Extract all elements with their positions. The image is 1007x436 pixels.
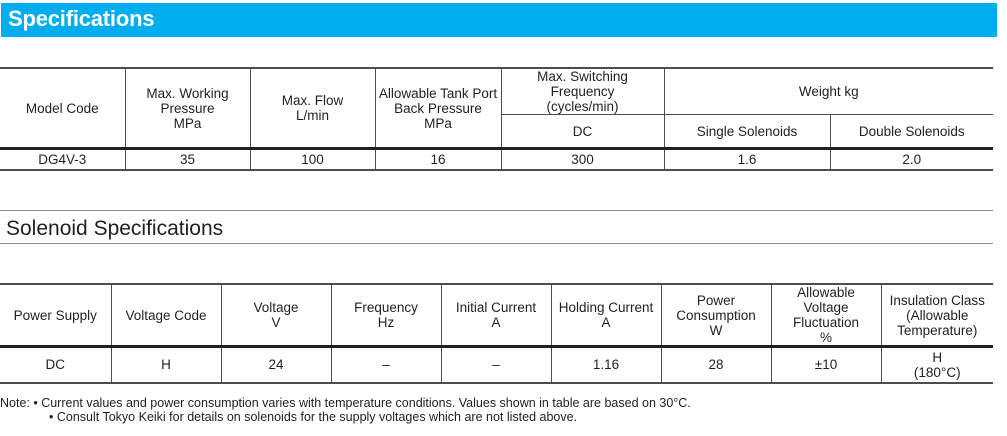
- table-row: [0, 347, 993, 383]
- header-initial-current: Initial Current A: [441, 284, 551, 347]
- cell-weight-single: 1.6: [664, 149, 830, 170]
- header-voltage-fluctuation: Allowable Voltage Fluctuation %: [771, 284, 881, 347]
- cell-model-code: DG4V-3: [0, 149, 125, 170]
- notes: [0, 396, 691, 424]
- cell-frequency: –: [331, 347, 441, 383]
- section-title-solenoid: Solenoid Specifications: [6, 217, 224, 240]
- specifications-banner: [1, 3, 997, 37]
- cell-tank-port-back-pressure: 16: [375, 149, 501, 170]
- header-insulation-class: Insulation Class (Allowable Temperature): [881, 284, 993, 347]
- cell-initial-current: –: [441, 347, 551, 383]
- header-voltage: Voltage V: [221, 284, 331, 347]
- cell-holding-current: 1.16: [551, 347, 661, 383]
- cell-power-supply: DC: [0, 347, 111, 383]
- table-row: [0, 149, 993, 170]
- cell-voltage: 24: [221, 347, 331, 383]
- header-power-consumption: Power Consumption W: [661, 284, 771, 347]
- cell-voltage-fluctuation: ±10: [771, 347, 881, 383]
- header-power-supply: Power Supply: [0, 284, 111, 347]
- cell-max-working-pressure: 35: [125, 149, 250, 170]
- header-weight-double: Double Solenoids: [830, 115, 993, 149]
- solenoid-specifications-table: [0, 283, 993, 384]
- cell-max-flow: 100: [250, 149, 375, 170]
- section-title-specifications: Specifications: [8, 6, 155, 31]
- header-weight: Weight kg: [664, 68, 993, 115]
- cell-voltage-code: H: [111, 347, 221, 383]
- header-tank-port-back-pressure: Allowable Tank Port Back Pressure MPa: [375, 68, 501, 149]
- header-max-switching-frequency: Max. Switching Frequency (cycles/min): [501, 68, 664, 115]
- header-switching-dc: DC: [501, 115, 664, 149]
- header-frequency: Frequency Hz: [331, 284, 441, 347]
- cell-insulation-class: H (180°C): [881, 347, 993, 383]
- specifications-table: [0, 67, 993, 171]
- header-max-working-pressure: Max. Working Pressure MPa: [125, 68, 250, 149]
- cell-switching-dc: 300: [501, 149, 664, 170]
- solenoid-specifications-heading: [0, 210, 993, 244]
- cell-power-consumption: 28: [661, 347, 771, 383]
- header-voltage-code: Voltage Code: [111, 284, 221, 347]
- header-model-code: Model Code: [0, 68, 125, 149]
- note-line-1: Note: • Current values and power consumption varies with temperature conditions. Values shown in table are based on 30°C.: [0, 396, 691, 410]
- header-max-flow: Max. Flow L/min: [250, 68, 375, 149]
- header-weight-single: Single Solenoids: [664, 115, 830, 149]
- header-holding-current: Holding Current A: [551, 284, 661, 347]
- note-line-2: • Consult Tokyo Keiki for details on solenoids for the supply voltages which are not listed above.: [49, 410, 578, 424]
- cell-weight-double: 2.0: [830, 149, 993, 170]
